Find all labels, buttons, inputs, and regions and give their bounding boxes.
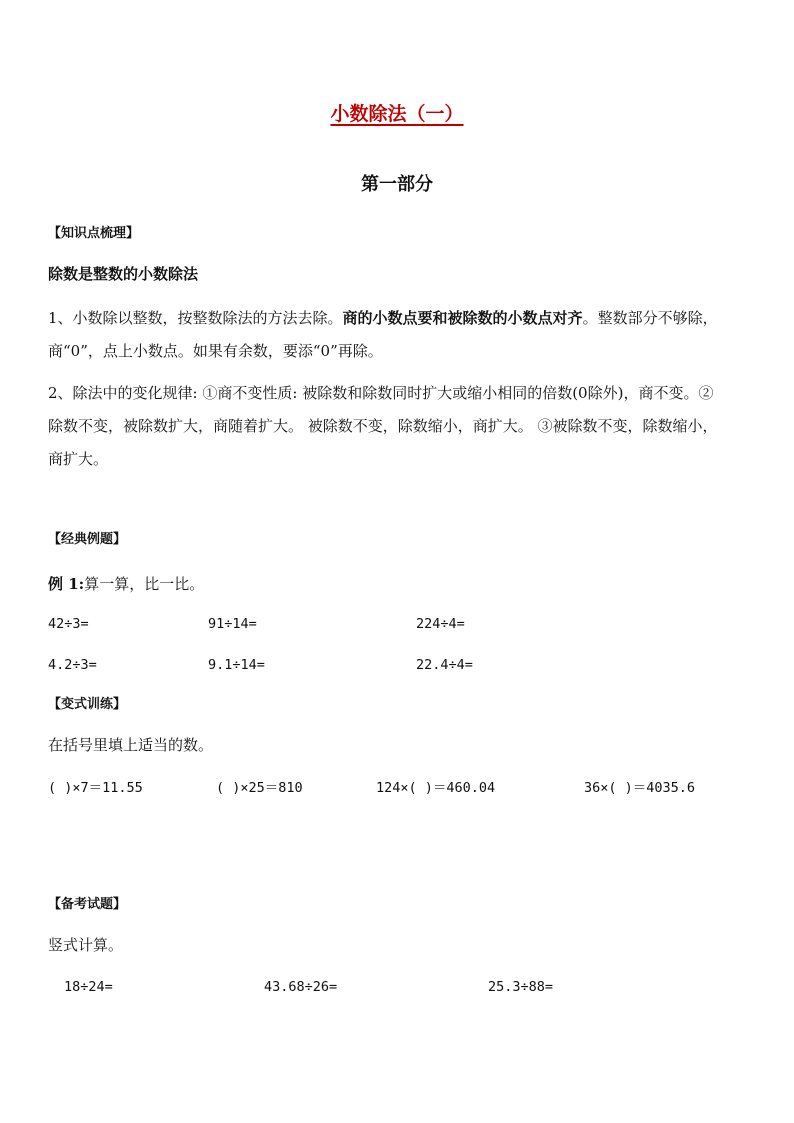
knowledge-paragraph-1 <box>48 302 748 368</box>
example-problem: 91÷14= <box>208 616 257 632</box>
example-problem: 224÷4= <box>416 616 465 632</box>
knowledge-header: 【知识点梳理】 <box>48 226 140 241</box>
example-prompt-text: 算一算，比一比。 <box>84 575 205 593</box>
example-problem: 22.4÷4= <box>416 657 473 673</box>
example-label: 例 1: <box>48 575 85 593</box>
practice-header: 【变式训练】 <box>48 697 127 712</box>
exam-problem: 43.68÷26= <box>264 979 338 995</box>
p2-line1: 2、除法中的变化规律: ①商不变性质: 被除数和除数同时扩大或缩小相同的倍数(0除外)，商不变。② <box>48 384 714 402</box>
exam-problem: 25.3÷88= <box>488 979 554 995</box>
practice-problem: ( )×25＝810 <box>216 780 303 796</box>
example-problem: 9.1÷14= <box>208 657 265 673</box>
example-problem: 42÷3= <box>48 616 89 632</box>
example-prompt <box>48 573 204 594</box>
p1-text: 1、小数除以整数，按整数除法的方法去除。 <box>48 309 343 327</box>
practice-prompt: 在括号里填上适当的数。 <box>48 736 214 754</box>
page-title: 小数除法（一） <box>330 103 464 125</box>
practice-problem: 124×( )＝460.04 <box>376 780 496 796</box>
example-header: 【经典例题】 <box>48 532 127 547</box>
p2-line2: 除数不变，被除数扩大，商随着扩大。 被除数不变，除数缩小，商扩大。 ③被除数不变，除数缩小， <box>48 417 718 435</box>
p1-text-cont: 。整数部分不够除， <box>582 309 718 327</box>
exam-problem: 18÷24= <box>64 979 113 995</box>
example-problem: 4.2÷3= <box>48 657 97 673</box>
p1-text-line2: 商“0”，点上小数点。如果有余数，要添“0”再除。 <box>48 342 383 360</box>
knowledge-topic: 除数是整数的小数除法 <box>48 265 199 283</box>
p2-line3: 商扩大。 <box>48 450 109 468</box>
exam-prompt: 竖式计算。 <box>48 936 124 954</box>
section-subtitle: 第一部分 <box>361 174 433 195</box>
knowledge-paragraph-2 <box>48 377 748 476</box>
practice-problem: ( )×7＝11.55 <box>48 780 143 796</box>
practice-problem: 36×( )＝4035.6 <box>584 780 696 796</box>
exam-header: 【备考试题】 <box>48 897 127 912</box>
p1-emphasis: 商的小数点要和被除数的小数点对齐 <box>342 309 583 327</box>
